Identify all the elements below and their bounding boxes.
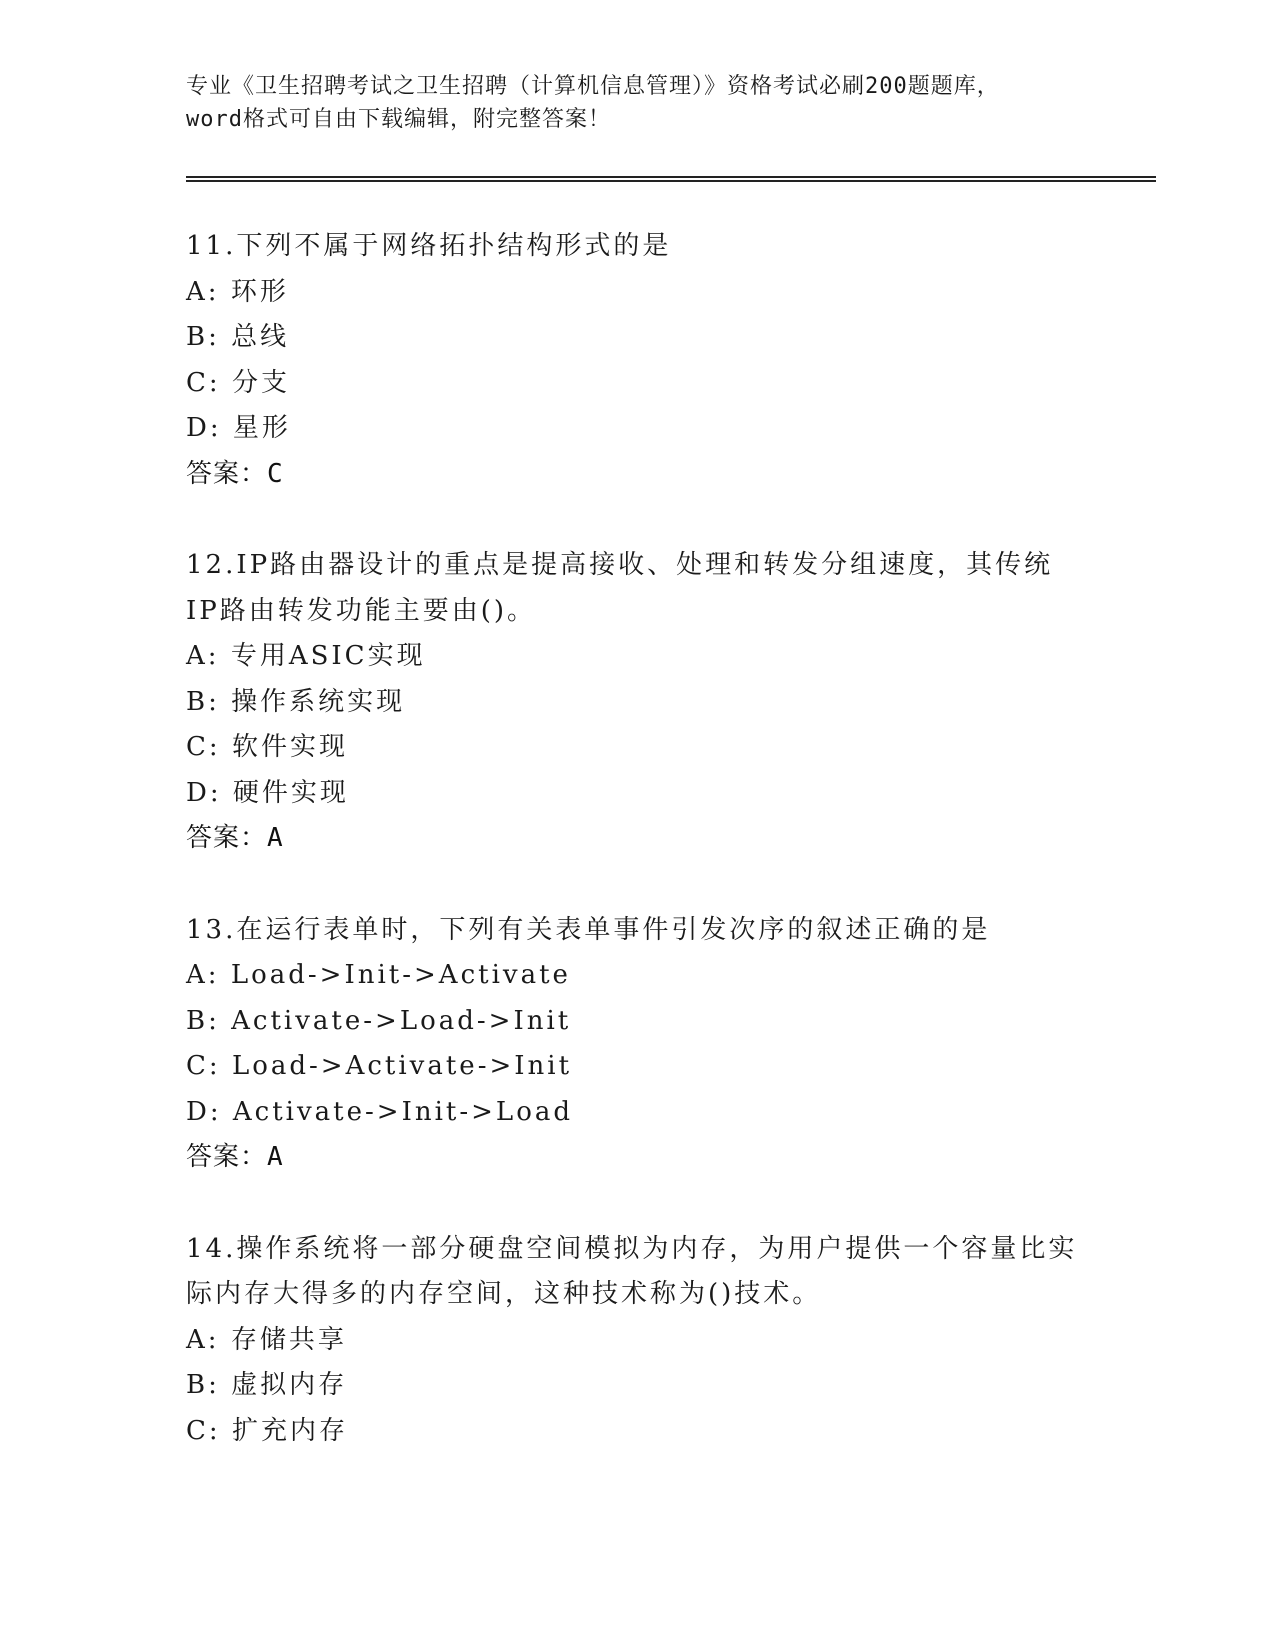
option-text: 操作系统实现 (231, 686, 406, 717)
document-page (186, 70, 1156, 1500)
answer-option: D: 星形 (186, 413, 291, 443)
option-letter: D (186, 777, 210, 808)
answer-key: 答案：A (186, 823, 284, 853)
question-stem-line: 13.在运行表单时，下列有关表单事件引发次序的叙述正确的是 (186, 914, 991, 945)
option-letter: B (186, 686, 209, 717)
option-letter: C (186, 1051, 209, 1081)
header-line-2: word格式可自由下载编辑，附完整答案！ (186, 107, 611, 132)
option-letter: C (186, 367, 209, 398)
option-text: Activate->Init->Load (232, 1096, 573, 1127)
question-stem-line: 11.下列不属于网络拓扑结构形式的是 (186, 231, 672, 261)
question-stem-line: 14.操作系统将一部分硬盘空间模拟为内存，为用户提供一个容量比实 (186, 1233, 1078, 1264)
header-line-1: 专业《卫生招聘考试之卫生招聘（计算机信息管理）》资格考试必刷200题题库， (186, 74, 1000, 99)
question-block (186, 1227, 1156, 1455)
question-stem-line: 际内存大得多的内存空间，这种技术称为()技术。 (186, 1279, 822, 1309)
answer-option: B: 操作系统实现 (186, 686, 406, 717)
option-text: Load->Activate->Init (231, 1051, 573, 1081)
option-text: 星形 (232, 413, 291, 443)
option-text: 硬件实现 (232, 777, 349, 808)
question-stem-line: 12.IP路由器设计的重点是提高接收、处理和转发分组速度，其传统 (186, 550, 1054, 580)
option-text: 环形 (230, 276, 289, 307)
option-text: 软件实现 (231, 732, 348, 762)
option-text: 专用ASIC实现 (230, 641, 426, 671)
answer-key: 答案：C (186, 458, 284, 489)
answer-option: A: 存储共享 (186, 1324, 347, 1355)
option-letter: B (186, 1370, 209, 1400)
question-stem-line: IP路由转发功能主要由()。 (186, 595, 537, 626)
answer-option: D: 硬件实现 (186, 777, 349, 808)
option-letter: A (186, 960, 208, 990)
answer-option: B: Activate->Load->Init (186, 1005, 572, 1036)
option-text: 分支 (231, 367, 290, 398)
option-text: Activate->Load->Init (231, 1005, 572, 1036)
option-letter: B (186, 1005, 209, 1036)
answer-key: 答案：A (186, 1142, 284, 1172)
option-letter: C (186, 1415, 209, 1446)
answer-option: C: Load->Activate->Init (186, 1051, 573, 1081)
option-letter: D (186, 1096, 210, 1127)
option-letter: D (186, 413, 210, 443)
option-letter: C (186, 732, 209, 762)
question-block (186, 908, 1156, 1181)
option-text: 扩充内存 (231, 1415, 348, 1446)
answer-option: A: 专用ASIC实现 (186, 641, 426, 671)
answer-option: A: 环形 (186, 276, 289, 307)
answer-option: C: 扩充内存 (186, 1415, 348, 1446)
option-letter: B (186, 322, 209, 352)
option-text: 存储共享 (230, 1324, 347, 1355)
answer-option: B: 虚拟内存 (186, 1370, 348, 1400)
answer-option: D: Activate->Init->Load (186, 1096, 573, 1127)
question-list (186, 224, 1156, 1454)
option-letter: A (186, 276, 208, 307)
question-block (186, 224, 1156, 497)
option-text: 虚拟内存 (231, 1370, 348, 1400)
answer-option: B: 总线 (186, 322, 290, 352)
option-text: Load->Init->Activate (230, 960, 571, 990)
document-header (186, 70, 1156, 142)
answer-option: A: Load->Init->Activate (186, 960, 571, 990)
option-text: 总线 (231, 322, 290, 352)
question-block (186, 543, 1156, 862)
answer-option: C: 分支 (186, 367, 290, 398)
header-divider (186, 176, 1156, 182)
option-letter: A (186, 641, 208, 671)
answer-option: C: 软件实现 (186, 732, 348, 762)
option-letter: A (186, 1324, 208, 1355)
